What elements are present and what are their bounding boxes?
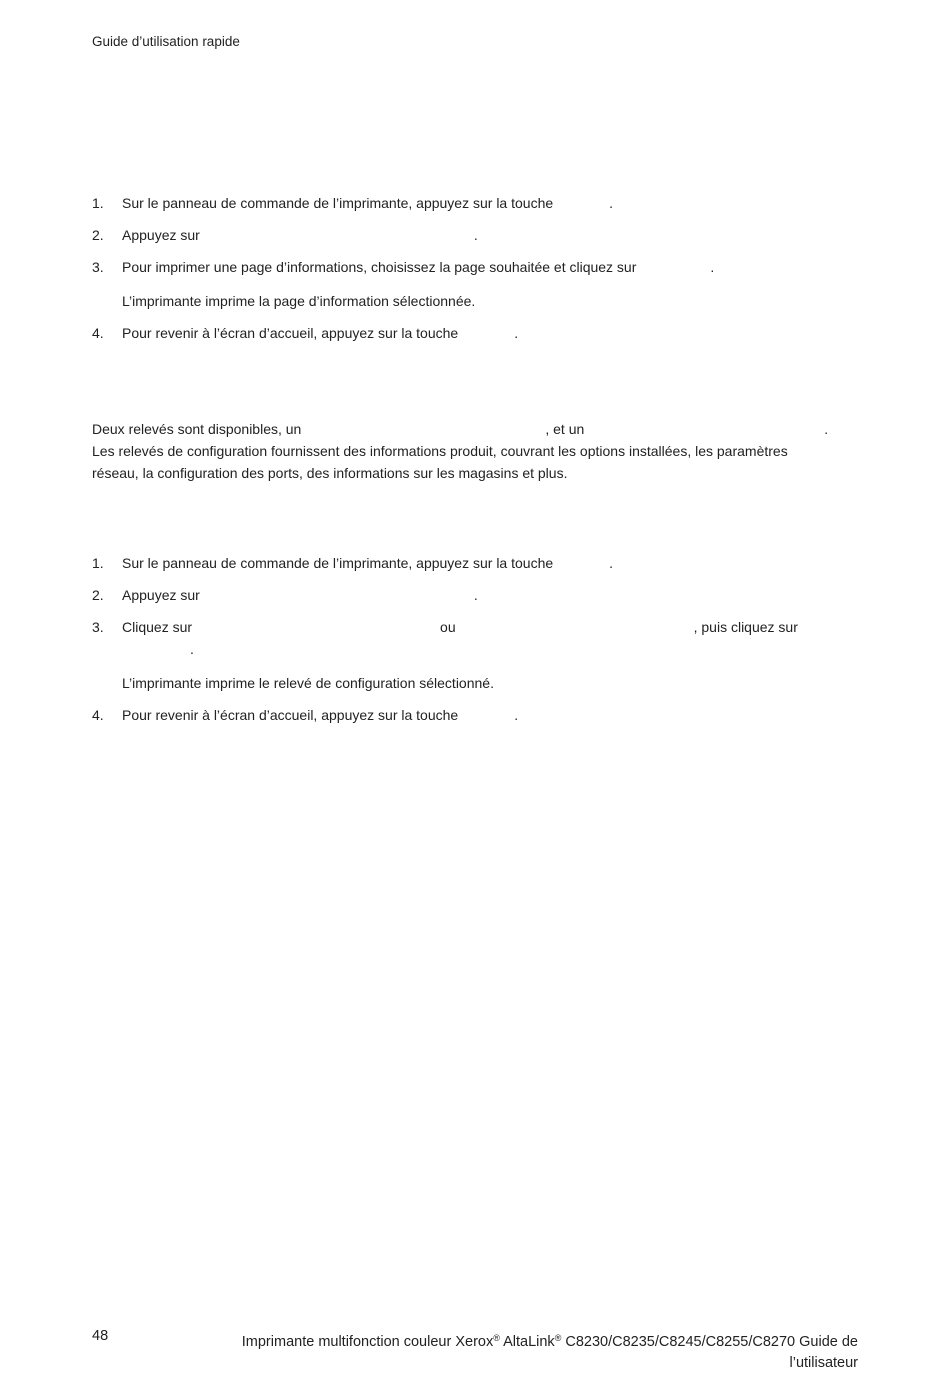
step-text: Pour revenir à l’écran d’accueil, appuyez sur la touche [122,707,459,723]
footer-document-title [158,1328,858,1374]
step-3-result-note: L’imprimante imprime le relevé de configuration sélectionné. [122,675,494,691]
footer-text: Imprimante multifonction couleur Xerox [241,1334,494,1350]
step-3-result-note: L’imprimante imprime la page d’information sélectionnée. [122,293,476,309]
intro-line-2: Les relevés de configuration fournissent des informations produit, couvrant les options installées, les paramètres [92,443,788,459]
step-number: 4. [92,325,104,341]
step-text: ou [440,619,456,635]
step-punct: . [609,195,614,211]
registered-mark: ® [554,1333,562,1343]
intro-line-3: réseau, la configuration des ports, des informations sur les magasins et plus. [92,465,568,481]
step-punct: . [190,641,194,657]
step-text: Sur le panneau de commande de l’imprimante, appuyez sur la touche [122,555,554,571]
step-number: 2. [92,227,104,243]
step-text: Pour imprimer une page d’informations, choisissez la page souhaitée et cliquez sur [122,259,637,275]
configuration-reports-intro [92,418,862,484]
footer-text: C8230/C8235/C8245/C8255/C8270 Guide de [561,1334,858,1350]
step-number: 2. [92,587,104,603]
intro-text: . [824,421,829,437]
footer-text-line-2: l’utilisateur [789,1355,858,1371]
step-punct: . [473,587,478,603]
intro-text: Deux relevés sont disponibles, un [92,421,302,437]
step-number: 1. [92,555,104,571]
step-number: 3. [92,619,104,635]
step-text: Pour revenir à l’écran d’accueil, appuyez sur la touche [122,325,459,341]
registered-mark: ® [493,1333,500,1343]
step-text: Appuyez sur [122,227,200,243]
step-punct: . [514,325,519,341]
page-number: 48 [92,1328,109,1344]
footer-text: AltaLink [499,1334,555,1350]
running-header: Guide d’utilisation rapide [92,34,240,49]
step-text: , puis cliquez sur [693,619,798,635]
step-punct: . [473,227,478,243]
intro-text: , et un [545,421,585,437]
step-punct: . [609,555,614,571]
step-text: Sur le panneau de commande de l’imprimante, appuyez sur la touche [122,195,554,211]
step-number: 1. [92,195,104,211]
step-text: Appuyez sur [122,587,200,603]
step-text: Cliquez sur [122,619,193,635]
step-punct: . [514,707,519,723]
step-number: 4. [92,707,104,723]
step-number: 3. [92,259,104,275]
step-punct: . [710,259,715,275]
